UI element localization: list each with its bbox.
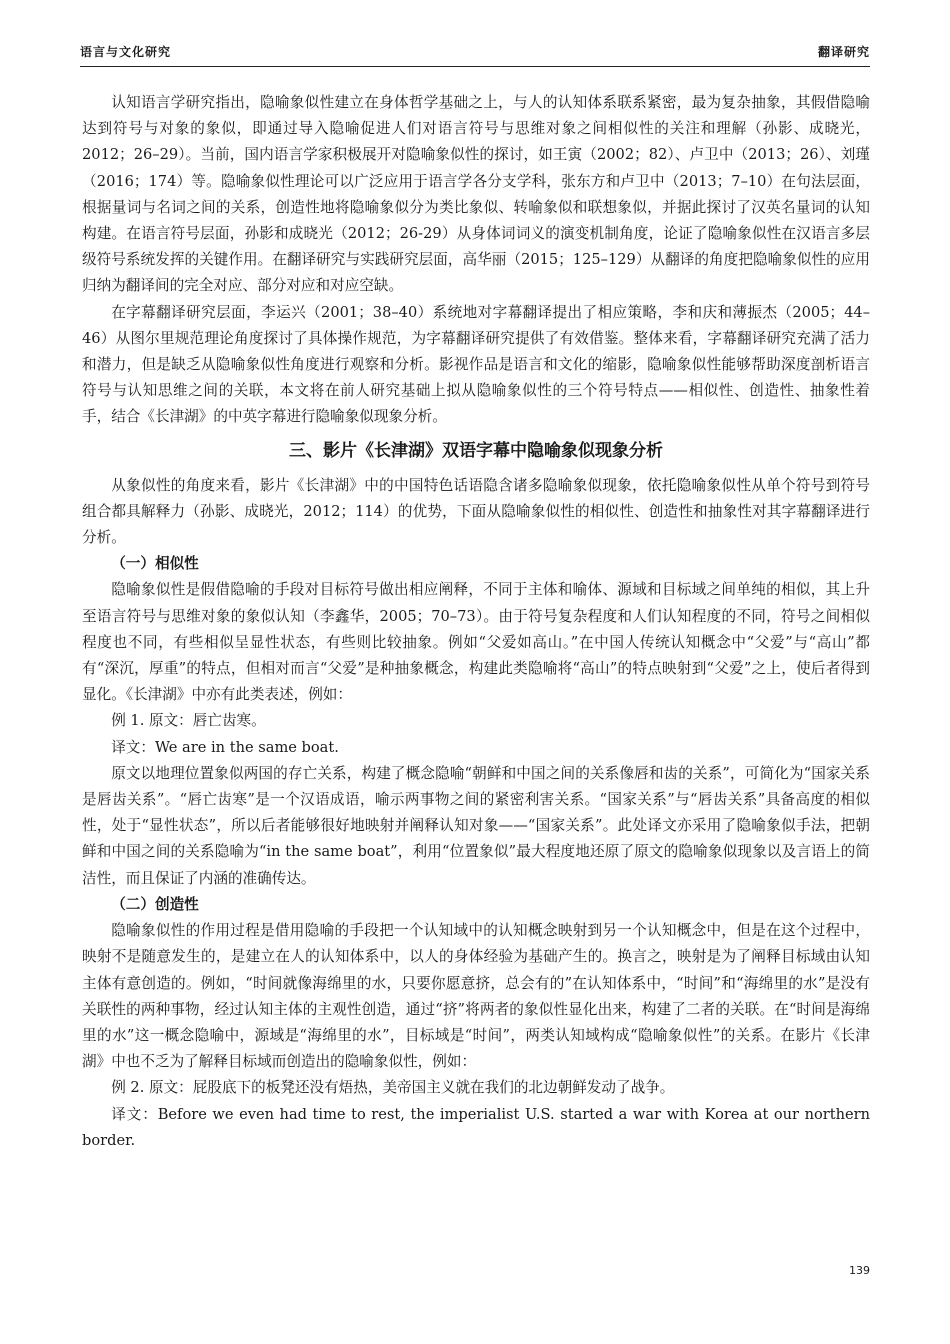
article-body	[82, 90, 870, 1154]
example-1-analysis: 原文以地理位置象似两国的存亡关系，构建了概念隐喻“朝鲜和中国之间的关系像唇和齿的关系”，可简化为“国家关系是唇齿关系”。“唇亡齿寒”是一个汉语成语，喻示两事物之间的紧密利害关系。“国家关系”与“唇齿关系”具备高度的相似性，处于“显性状态”，所以后者能够很好地映射并阐释认知对象——“国家关系”。此处译文亦采用了隐喻象似手法，把朝鲜和中国之间的关系隐喻为“in the same boat”，利用“位置象似”最大程度地还原了原文的隐喻象似现象以及言语上的简洁性，而且保证了内涵的准确传达。	[82, 764, 870, 887]
subsection-1-title: （一）相似性	[111, 555, 199, 573]
subsection-2-body: 隐喻象似性的作用过程是借用隐喻的手段把一个认知域中的认知概念映射到另一个认知概念中，但是在这个过程中，映射不是随意发生的，是建立在人的认知体系中，以人的身体经验为基础产生的。换言之，映射是为了阐释目标域由认知主体有意创造的。例如，“时间就像海绵里的水，只要你愿意挤，总会有的”在认知体系中，“时间”和“海绵里的水”是没有关联性的两种事物，经过认知主体的主观性创造，通过“挤”将两者的象似性显化出来，构建了二者的关联。在“时间是海绵里的水”这一概念隐喻中，源域是“海绵里的水”，目标域是“时间”，两类认知域构成“隐喻象似性”的关系。在影片《长津湖》中也不乏为了解释目标域而创造出的隐喻象似性，例如：	[82, 922, 870, 1071]
page-number: 139	[849, 1264, 870, 1277]
journal-section-left: 语言与文化研究	[80, 45, 172, 59]
example-2-source: 例 2. 原文：屁股底下的板凳还没有焐热，美帝国主义就在我们的北边朝鲜发动了战争。	[111, 1079, 675, 1097]
running-header	[80, 40, 870, 67]
example-1-source: 例 1. 原文：唇亡齿寒。	[111, 712, 266, 730]
journal-section-right: 翻译研究	[817, 45, 870, 59]
example-2-translation: 译文：Before we even had time to rest, the imperialist U.S. started a war with Korea at our northern border.	[82, 1105, 870, 1149]
section-title: 三、影片《长津湖》双语字幕中隐喻象似现象分析	[289, 440, 663, 461]
subsection-2-title: （二）创造性	[111, 895, 199, 913]
paragraph-2: 在字幕翻译研究层面，李运兴（2001；38–40）系统地对字幕翻译提出了相应策略，李和庆和薄振杰（2005；44–46）从图尔里规范理论角度探讨了具体操作规范，为字幕翻译研究提供了有效借鉴。整体来看，字幕翻译研究充满了活力和潜力，但是缺乏从隐喻象似性角度进行观察和分析。影视作品是语言和文化的缩影，隐喻象似性能够帮助深度剖析语言符号与认知思维之间的关联，本文将在前人研究基础上拟从隐喻象似性的三个符号特点——相似性、创造性、抽象性着手，结合《长津湖》的中英字幕进行隐喻象似现象分析。	[82, 303, 870, 426]
example-1-translation: 译文：We are in the same boat.	[111, 738, 339, 756]
subsection-1-body: 隐喻象似性是假借隐喻的手段对目标符号做出相应阐释，不同于主体和喻体、源域和目标域之间单纯的相似，其上升至语言符号与思维对象的象似认知（李鑫华，2005；70–73）。由于符号复杂程度和人们认知程度的不同，符号之间相似程度也不同，有些相似呈显性状态，有些则比较抽象。例如“父爱如高山。”在中国人传统认知概念中“父爱”与“高山”都有“深沉，厚重”的特点，但相对而言“父爱”是种抽象概念，构建此类隐喻将“高山”的特点映射到“父爱”之上，使后者得到显化。《长津湖》中亦有此类表述，例如：	[82, 581, 870, 704]
paragraph-1: 认知语言学研究指出，隐喻象似性建立在身体哲学基础之上，与人的认知体系联系紧密，最为复杂抽象，其假借隐喻达到符号与对象的象似，即通过导入隐喻促进人们对语言符号与思维对象之间相似性的关注和理解（孙影、成晓光，2012；26–29）。当前，国内语言学家积极展开对隐喻象似性的探讨，如王寅（2002；82）、卢卫中（2013；26）、刘瑾（2016；174）等。隐喻象似性理论可以广泛应用于语言学各分支学科，张东方和卢卫中（2013；7–10）在句法层面，根据量词与名词之间的关系，创造性地将隐喻象似分为类比象似、转喻象似和联想象似，并据此探讨了汉英名量词的认知构建。在语言符号层面，孙影和成晓光（2012；26-29）从身体词词义的演变机制角度，论证了隐喻象似性在汉语言多层级符号系统发挥的关键作用。在翻译研究与实践研究层面，高华丽（2015；125–129）从翻译的角度把隐喻象似性的应用归纳为翻译间的完全对应、部分对应和对应空缺。	[82, 94, 870, 295]
section-intro: 从象似性的角度来看，影片《长津湖》中的中国特色话语隐含诸多隐喻象似现象，依托隐喻象似性从单个符号到符号组合都具解释力（孙影、成晓光，2012；114）的优势，下面从隐喻象似性的相似性、创造性和抽象性对其字幕翻译进行分析。	[82, 476, 870, 547]
